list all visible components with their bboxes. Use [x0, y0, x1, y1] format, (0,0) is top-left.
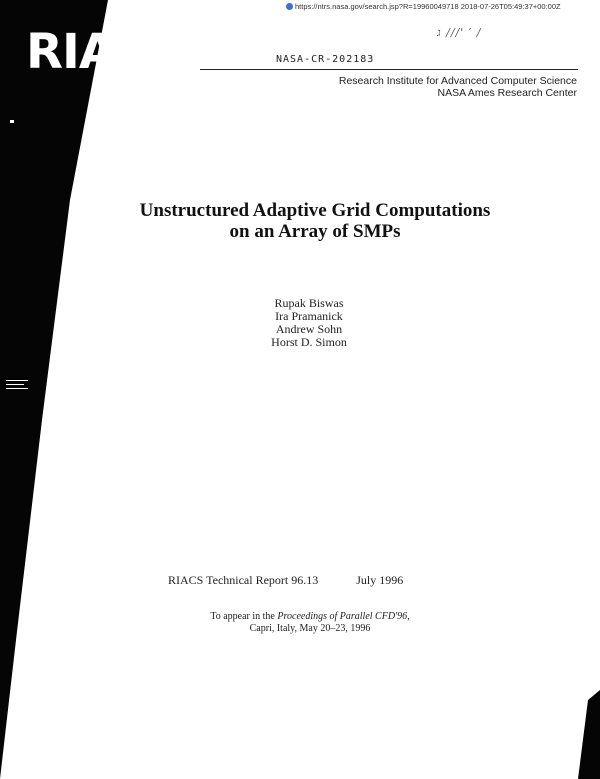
research-center: NASA Ames Research Center [437, 87, 577, 99]
author: Rupak Biswas [274, 296, 344, 310]
header-rule [200, 69, 578, 70]
source-url-stamp[interactable]: https://ntrs.nasa.gov/search.jsp?R=19960049718 2018-07-26T05:49:37+00:00Z [286, 2, 561, 11]
report-date: July 1996 [356, 573, 404, 587]
riacs-logo [26, 24, 194, 80]
publication-note [0, 611, 600, 635]
globe-icon [286, 3, 293, 10]
venue: Proceedings of Parallel CFD'96 [277, 611, 408, 622]
paper-title [0, 200, 600, 242]
author: Ira Pramanick [275, 309, 343, 323]
author: Andrew Sohn [275, 322, 343, 336]
institute-block [339, 75, 577, 99]
author: Horst D. Simon [271, 335, 347, 349]
logo-text: RIACS [26, 24, 184, 80]
report-id: RIACS Technical Report 96.13 [168, 573, 319, 587]
report-number: NASA-CR-202183 [276, 54, 375, 65]
handwritten-note: ג ///' ′ / [437, 26, 482, 39]
title-line-2: on an Array of SMPs [229, 221, 401, 242]
institute-name: Research Institute for Advanced Computer Science [338, 75, 577, 87]
author-list [0, 297, 600, 349]
technical-report-line [168, 573, 403, 588]
title-line-1: Unstructured Adaptive Grid Computations [139, 200, 491, 221]
publication-line-2: Capri, Italy, May 20–23, 1996 [249, 623, 371, 634]
publication-line-1: To appear in the Proceedings of Parallel CFD'96, [210, 611, 410, 622]
